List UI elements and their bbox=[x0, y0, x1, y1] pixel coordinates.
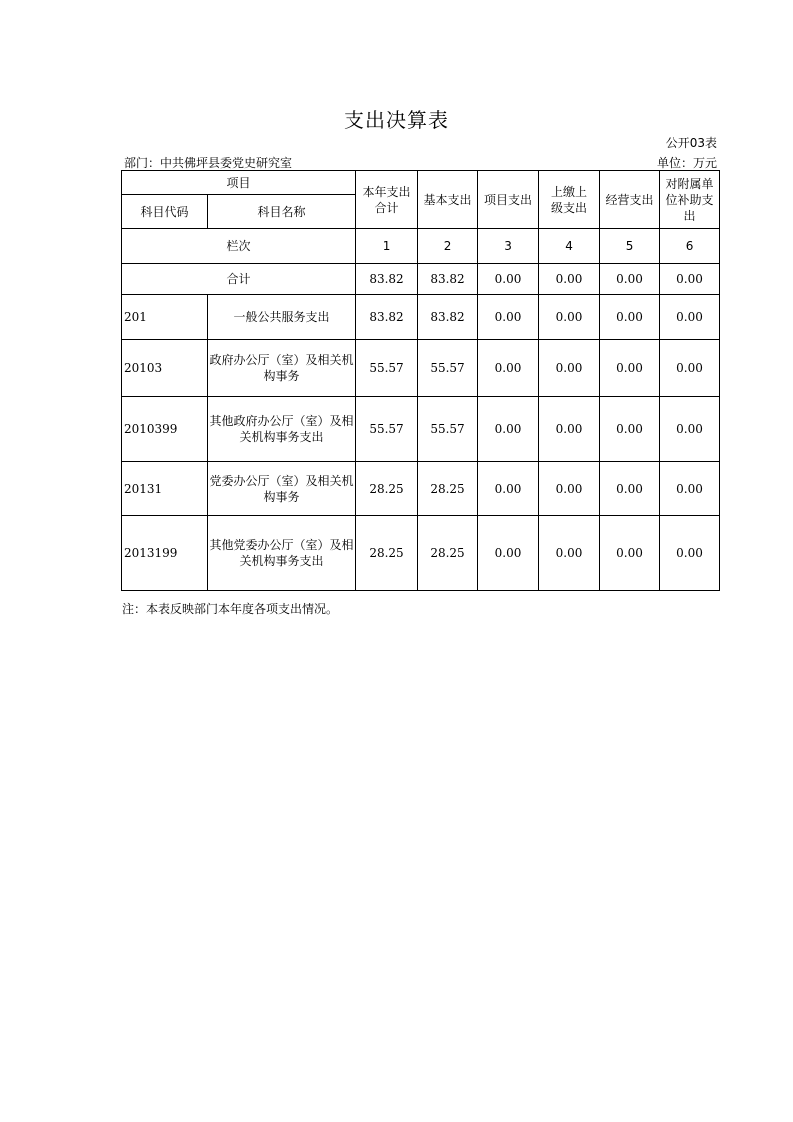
header-project: 项目 bbox=[122, 171, 356, 195]
header-code: 科目代码 bbox=[122, 195, 208, 229]
table-row bbox=[122, 397, 720, 462]
cell-value: 83.82 bbox=[356, 264, 418, 295]
cell-value: 0.00 bbox=[660, 295, 720, 340]
cell-value: 0.00 bbox=[600, 340, 660, 397]
cell-value: 28.25 bbox=[356, 462, 418, 516]
footnote: 注：本表反映部门本年度各项支出情况。 bbox=[122, 602, 339, 616]
header-total: 本年支出合计 bbox=[356, 171, 418, 229]
sum-label: 合计 bbox=[122, 264, 356, 295]
header-operating: 经营支出 bbox=[600, 171, 660, 229]
cell-value: 83.82 bbox=[418, 264, 478, 295]
cell-value: 28.25 bbox=[418, 516, 478, 591]
header-name: 科目名称 bbox=[208, 195, 356, 229]
unit-label: 单位：万元 bbox=[656, 156, 717, 170]
cell-value: 0.00 bbox=[600, 462, 660, 516]
cell-value: 0.00 bbox=[600, 295, 660, 340]
department-label: 部门：中共佛坪县委党史研究室 bbox=[124, 156, 293, 170]
cell-value: 28.25 bbox=[418, 462, 478, 516]
header-basic: 基本支出 bbox=[418, 171, 478, 229]
header-subsidy: 对附属单位补助支出 bbox=[660, 171, 720, 229]
cell-value: 0.00 bbox=[478, 397, 539, 462]
expenditure-table bbox=[121, 170, 720, 591]
header-upper: 上缴上级支出 bbox=[539, 171, 600, 229]
table-row bbox=[122, 340, 720, 397]
cell-value: 0.00 bbox=[660, 340, 720, 397]
cell-value: 0.00 bbox=[539, 516, 600, 591]
cell-value: 0.00 bbox=[539, 462, 600, 516]
subject-code: 2010399 bbox=[122, 397, 208, 462]
column-number-row bbox=[122, 229, 720, 264]
subject-code: 2013199 bbox=[122, 516, 208, 591]
cell-value: 0.00 bbox=[478, 340, 539, 397]
column-number: 6 bbox=[660, 229, 720, 264]
table-row bbox=[122, 295, 720, 340]
cell-value: 55.57 bbox=[418, 340, 478, 397]
cell-value: 0.00 bbox=[539, 340, 600, 397]
cell-value: 83.82 bbox=[418, 295, 478, 340]
header-row bbox=[122, 171, 720, 195]
table-row bbox=[122, 462, 720, 516]
cell-value: 0.00 bbox=[660, 516, 720, 591]
cell-value: 0.00 bbox=[600, 516, 660, 591]
cell-value: 0.00 bbox=[600, 397, 660, 462]
cell-value: 0.00 bbox=[660, 264, 720, 295]
column-number: 1 bbox=[356, 229, 418, 264]
form-number: 公开03表 bbox=[665, 136, 717, 150]
cell-value: 55.57 bbox=[356, 397, 418, 462]
cell-value: 83.82 bbox=[356, 295, 418, 340]
cell-value: 0.00 bbox=[600, 264, 660, 295]
subject-code: 201 bbox=[122, 295, 208, 340]
cell-value: 55.57 bbox=[418, 397, 478, 462]
subject-name: 其他党委办公厅（室）及相关机构事务支出 bbox=[208, 516, 356, 591]
column-number: 2 bbox=[418, 229, 478, 264]
cell-value: 0.00 bbox=[478, 295, 539, 340]
column-number-label: 栏次 bbox=[122, 229, 356, 264]
column-number: 4 bbox=[539, 229, 600, 264]
cell-value: 0.00 bbox=[478, 462, 539, 516]
subject-name: 政府办公厅（室）及相关机构事务 bbox=[208, 340, 356, 397]
page-title: 支出决算表 bbox=[344, 108, 449, 132]
sum-row bbox=[122, 264, 720, 295]
cell-value: 0.00 bbox=[478, 516, 539, 591]
subject-name: 其他政府办公厅（室）及相关机构事务支出 bbox=[208, 397, 356, 462]
cell-value: 0.00 bbox=[478, 264, 539, 295]
cell-value: 28.25 bbox=[356, 516, 418, 591]
cell-value: 0.00 bbox=[539, 264, 600, 295]
cell-value: 55.57 bbox=[356, 340, 418, 397]
cell-value: 0.00 bbox=[539, 397, 600, 462]
subject-code: 20103 bbox=[122, 340, 208, 397]
subject-name: 一般公共服务支出 bbox=[208, 295, 356, 340]
header-project-expenditure: 项目支出 bbox=[478, 171, 539, 229]
column-number: 3 bbox=[478, 229, 539, 264]
column-number: 5 bbox=[600, 229, 660, 264]
table-row bbox=[122, 516, 720, 591]
cell-value: 0.00 bbox=[539, 295, 600, 340]
cell-value: 0.00 bbox=[660, 397, 720, 462]
subject-code: 20131 bbox=[122, 462, 208, 516]
cell-value: 0.00 bbox=[660, 462, 720, 516]
subject-name: 党委办公厅（室）及相关机构事务 bbox=[208, 462, 356, 516]
